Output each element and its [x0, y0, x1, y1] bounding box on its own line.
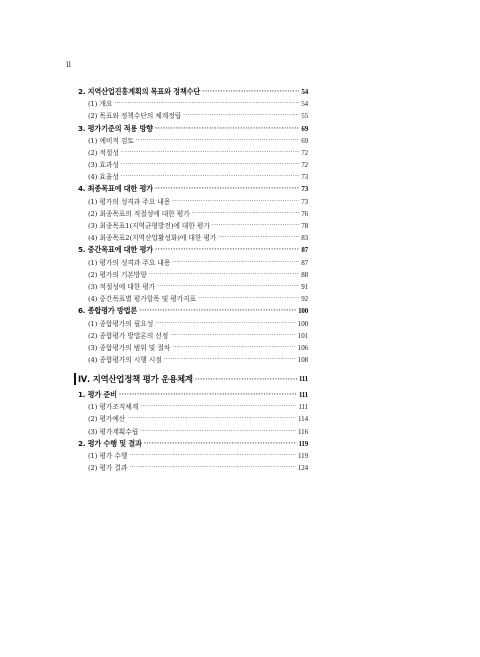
- toc-entry-page-number: 55: [301, 112, 308, 121]
- toc-subsection-entry[interactable]: [78, 147, 308, 159]
- toc-entry-label: (3) 최종목표1(지역균형발전)에 대한 평가: [88, 222, 210, 231]
- leader-dots: [172, 257, 299, 269]
- toc-entry-page-number: 114: [298, 415, 308, 424]
- toc-entry-label: (2) 종합평가 방법론의 선정: [88, 331, 169, 340]
- toc-section-entry[interactable]: [78, 86, 308, 98]
- leader-dots: [136, 135, 299, 147]
- toc-entry-page-number: 124: [297, 464, 308, 473]
- toc-entry-label: (3) 적절성에 대한 평가: [88, 282, 156, 291]
- toc-subsection-entry[interactable]: [78, 232, 308, 244]
- toc-entry-page-number: 100: [297, 319, 308, 328]
- leader-dots: [172, 342, 296, 354]
- leader-dots: [127, 413, 296, 425]
- leader-dots: [164, 354, 296, 366]
- toc-entry-label: 2. 지역산업진흥계획의 목표와 정책수단: [78, 86, 201, 96]
- toc-entry-label: (3) 효과성: [88, 161, 119, 170]
- leader-dots: [157, 281, 299, 293]
- toc-entry-label: (1) 평가 수행: [88, 451, 128, 460]
- leader-dots: [212, 220, 299, 232]
- toc-entry-label: (1) 종합평가의 필요성: [88, 319, 154, 328]
- toc-entry-page-number: 106: [297, 343, 308, 352]
- toc-subsection-entry[interactable]: [78, 171, 308, 183]
- leader-dots: [114, 98, 299, 110]
- toc-subsection-entry[interactable]: [78, 208, 308, 220]
- toc-subsection-entry[interactable]: [78, 135, 308, 147]
- toc-subsection-entry[interactable]: [78, 98, 308, 110]
- toc-subsection-entry[interactable]: [78, 159, 308, 171]
- toc-entry-label: 5. 중간목표에 대한 평가: [78, 245, 153, 255]
- leader-dots: [195, 373, 297, 386]
- toc-entry-page-number: 83: [301, 234, 308, 243]
- toc-section-entry[interactable]: [78, 123, 308, 135]
- toc-subsection-entry[interactable]: [78, 342, 308, 354]
- toc-subsection-entry[interactable]: [78, 196, 308, 208]
- leader-dots: [129, 450, 296, 462]
- toc-subsection-entry[interactable]: [78, 413, 308, 425]
- toc-entry-page-number: 54: [301, 87, 308, 96]
- toc-entry-page-number: 92: [301, 295, 308, 304]
- toc-entry-page-number: 119: [298, 451, 308, 460]
- toc-subsection-entry[interactable]: [78, 450, 308, 462]
- chapter-title: Ⅳ. 지역산업정책 평가 운용체계: [78, 374, 193, 384]
- toc-entry-page-number: 87: [301, 258, 308, 267]
- toc-subsection-entry[interactable]: [78, 281, 308, 293]
- toc-entry-label: (2) 최종목표의 적절성에 대한 평가: [88, 209, 190, 218]
- toc-entry-label: (4) 종합평가의 시행 시점: [88, 356, 162, 365]
- leader-dots: [119, 389, 297, 401]
- leader-dots: [172, 196, 299, 208]
- toc-section-entry[interactable]: [78, 389, 308, 401]
- toc-section-entry[interactable]: [78, 184, 308, 196]
- toc-entry-label: (3) 평가계획수립: [88, 427, 139, 436]
- leader-dots: [121, 159, 299, 171]
- toc-section-entry[interactable]: [78, 438, 308, 450]
- toc-subsection-entry[interactable]: [78, 110, 308, 122]
- leader-dots: [121, 147, 299, 159]
- toc-subsection-entry[interactable]: [78, 354, 308, 366]
- leader-dots: [155, 244, 299, 256]
- leader-dots: [129, 462, 295, 474]
- toc-entry-page-number: 73: [301, 173, 308, 182]
- leader-dots: [139, 305, 296, 317]
- chapter-heading[interactable]: [78, 373, 308, 386]
- leader-dots: [183, 110, 299, 122]
- toc-entry-label: 1. 평가 준비: [78, 389, 117, 399]
- toc-entry-page-number: 73: [301, 185, 308, 194]
- toc-entry-page-number: 72: [301, 148, 308, 157]
- toc-entry-page-number: 72: [301, 161, 308, 170]
- toc-entry-label: (1) 평가조직체계: [88, 403, 139, 412]
- toc-entry-label: (1) 평가의 성격과 주요 내용: [88, 197, 171, 206]
- toc-entry-label: (2) 평가의 기본방향: [88, 270, 147, 279]
- toc-subsection-entry[interactable]: [78, 220, 308, 232]
- toc-subsection-entry[interactable]: [78, 426, 308, 438]
- toc-subsection-entry[interactable]: [78, 330, 308, 342]
- toc-subsection-entry[interactable]: [78, 318, 308, 330]
- toc-entry-label: (2) 평가 결과: [88, 464, 128, 473]
- toc-entry-page-number: 69: [301, 124, 308, 133]
- toc-entry-label: 4. 최종목표에 대한 평가: [78, 184, 153, 194]
- toc-entry-label: (1) 평가의 성격과 주요 내용: [88, 258, 171, 267]
- chapter-page-number: 111: [298, 375, 308, 383]
- toc-entry-label: (1) 예비적 검토: [88, 136, 134, 145]
- toc-entry-page-number: 87: [301, 246, 308, 255]
- toc-entry-label: (4) 중간목표별 평가항목 및 평가지표: [88, 295, 197, 304]
- toc-subsection-entry[interactable]: [78, 257, 308, 269]
- chapter-entries: [78, 389, 308, 474]
- toc-entry-label: (1) 개요: [88, 100, 113, 109]
- toc-entry-page-number: 116: [298, 427, 308, 436]
- toc-entry-page-number: 73: [301, 197, 308, 206]
- toc-entry-page-number: 54: [301, 100, 308, 109]
- leader-dots: [170, 330, 296, 342]
- toc-entry-label: (2) 평가예산: [88, 415, 126, 424]
- page-number: ii: [66, 60, 72, 69]
- toc-entry-page-number: 111: [298, 403, 308, 412]
- leader-dots: [192, 208, 300, 220]
- leader-dots: [121, 171, 299, 183]
- toc-entry-page-number: 111: [298, 390, 308, 399]
- chapter-block: [78, 373, 308, 474]
- toc-section-entry[interactable]: [78, 244, 308, 256]
- toc-subsection-entry[interactable]: [78, 462, 308, 474]
- toc-entry-label: 3. 평가기준의 적용 방향: [78, 123, 153, 133]
- toc-entry-label: (2) 적절성: [88, 148, 119, 157]
- leader-dots: [155, 184, 299, 196]
- toc-entry-label: 6. 종합평가 방법론: [78, 306, 138, 316]
- table-of-contents: [78, 86, 308, 366]
- leader-dots: [198, 293, 299, 305]
- leader-dots: [218, 232, 299, 244]
- toc-entry-page-number: 119: [298, 439, 308, 448]
- toc-entry-page-number: 69: [301, 136, 308, 145]
- toc-entry-label: (3) 종합평가의 범위 및 절차: [88, 343, 171, 352]
- toc-entry-label: (2) 목표와 정책수단의 체계정립: [88, 112, 182, 121]
- toc-entry-page-number: 100: [298, 307, 308, 316]
- leader-dots: [140, 426, 296, 438]
- leader-dots: [155, 123, 299, 135]
- leader-dots: [155, 318, 296, 330]
- toc-subsection-entry[interactable]: [78, 269, 308, 281]
- toc-subsection-entry[interactable]: [78, 293, 308, 305]
- toc-subsection-entry[interactable]: [78, 401, 308, 413]
- toc-entry-page-number: 88: [301, 270, 308, 279]
- toc-section-entry[interactable]: [78, 305, 308, 317]
- leader-dots: [140, 401, 296, 413]
- leader-dots: [202, 86, 299, 98]
- toc-entry-label: 2. 평가 수행 및 결과: [78, 438, 142, 448]
- leader-dots: [149, 269, 299, 281]
- toc-entry-page-number: 108: [297, 356, 308, 365]
- toc-entry-page-number: 76: [301, 209, 308, 218]
- toc-entry-page-number: 78: [301, 222, 308, 231]
- toc-entry-label: (4) 최종목표2(지역산업활성화)에 대한 평가: [88, 234, 217, 243]
- toc-entry-label: (4) 효율성: [88, 173, 119, 182]
- chapter-marker-rule: [74, 373, 76, 385]
- toc-entry-page-number: 101: [297, 331, 308, 340]
- toc-entry-page-number: 91: [301, 282, 308, 291]
- leader-dots: [144, 438, 297, 450]
